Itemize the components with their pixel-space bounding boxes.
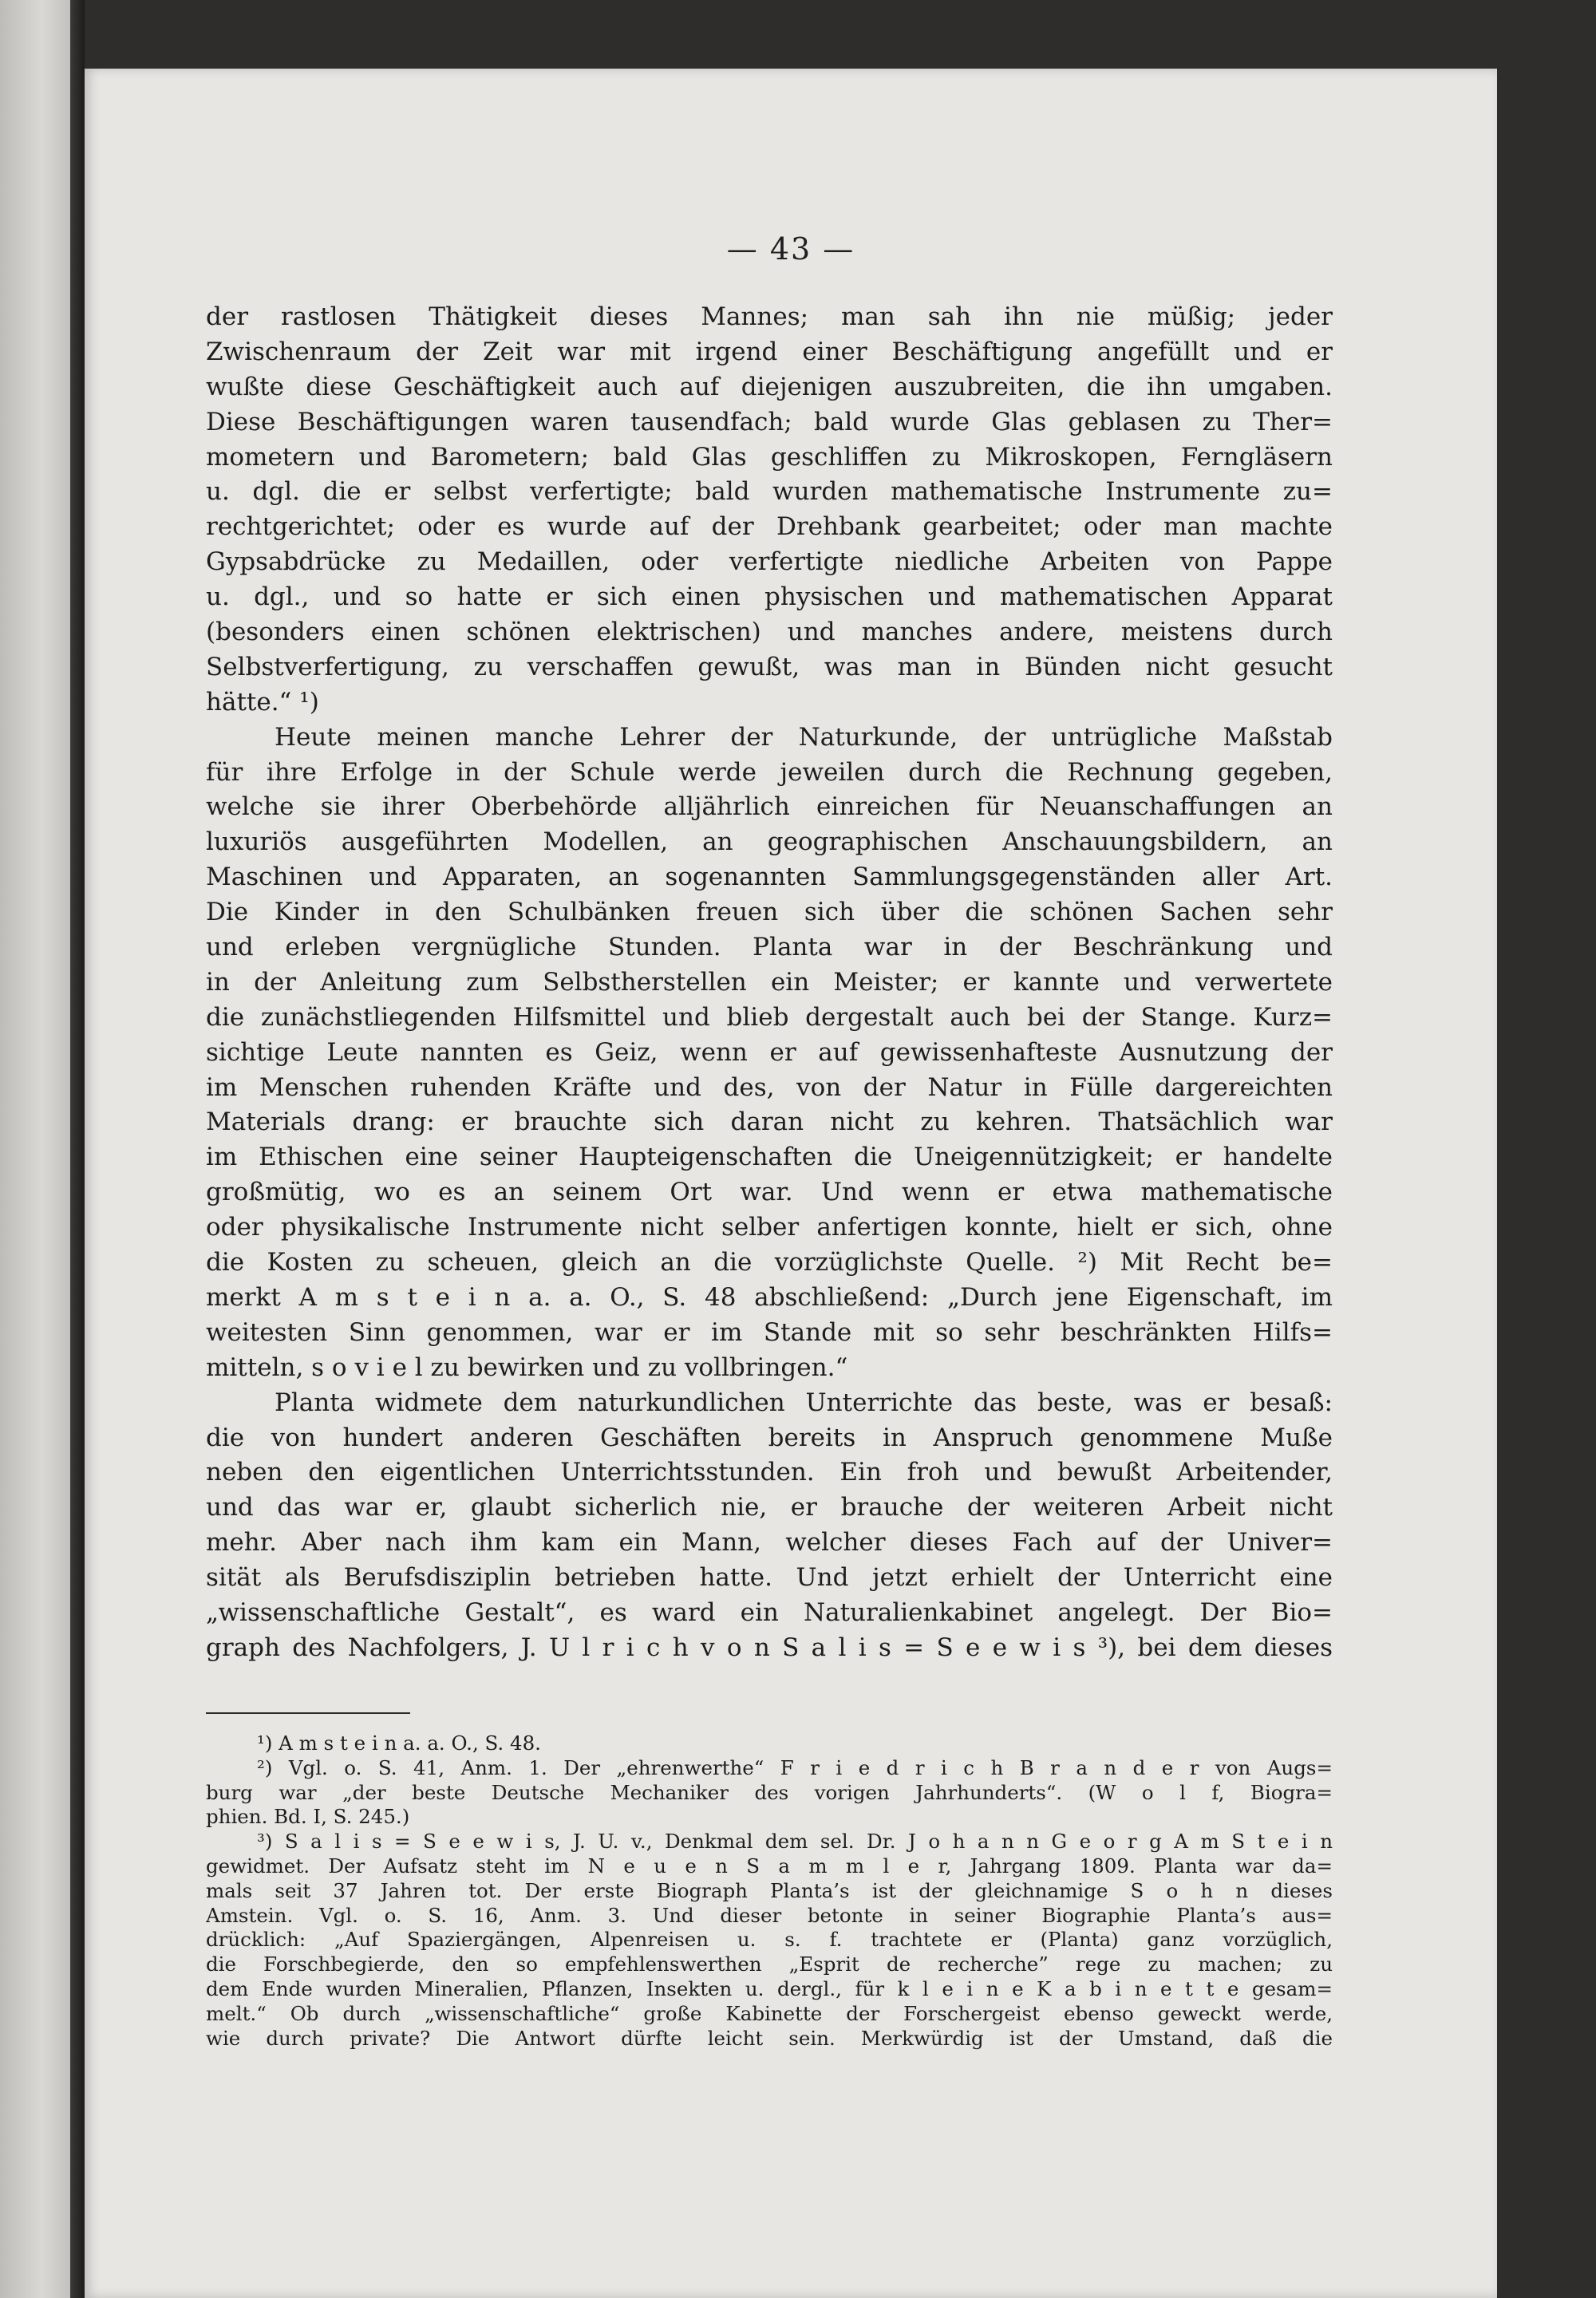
- text-line: oder physikalische Instrumente nicht selber anfertigen konnte, hielt er sich, ohne: [206, 1213, 1333, 1242]
- footnote-line: ³) S a l i s = S e e w i s, J. U. v., Denkmal dem sel. Dr. J o h a n n G e o r g A m S t e i n: [257, 1830, 1333, 1854]
- text-line: luxuriös ausgeführten Modellen, an geographischen Anschauungsbildern, an: [206, 827, 1333, 857]
- text-line: Planta widmete dem naturkundlichen Unterrichte das beste, was er besaß:: [275, 1388, 1333, 1417]
- text-line: im Ethischen eine seiner Haupteigenschaften die Uneigennützigkeit; er handelte: [206, 1143, 1333, 1172]
- text-line: sichtige Leute nannten es Geiz, wenn er auf gewissenhafteste Ausnutzung der: [206, 1037, 1333, 1067]
- text-line: Die Kinder in den Schulbänken freuen sich über die schönen Sachen sehr: [206, 898, 1333, 927]
- text-line: im Menschen ruhenden Kräfte und des, von der Natur in Fülle dargereichten: [206, 1072, 1333, 1102]
- text-line: mehr. Aber nach ihm kam ein Mann, welcher dieses Fach auf der Univer=: [206, 1528, 1333, 1558]
- text-line: mometern und Barometern; bald Glas geschliffen zu Mikroskopen, Ferngläsern: [206, 442, 1333, 472]
- footnote-line: mals seit 37 Jahren tot. Der erste Biograph Planta’s ist der gleichnamige S o h n dieses: [206, 1878, 1333, 1902]
- text-line: u. dgl., und so hatte er sich einen physischen und mathematischen Apparat: [206, 582, 1333, 612]
- footnote-line: Amstein. Vgl. o. S. 16, Anm. 3. Und dieser betonte in seiner Biographie Planta’s aus=: [206, 1903, 1333, 1927]
- footnote-line: die Forschbegierde, den so empfehlenswerthen „Esprit de recherche” rege zu machen; zu: [206, 1953, 1333, 1976]
- text-line: Materials drang: er brauchte sich daran nicht zu kehren. Thatsächlich war: [206, 1108, 1333, 1137]
- text-line: weitesten Sinn genommen, war er im Stande mit so sehr beschränkten Hilfs=: [206, 1317, 1333, 1347]
- text-line: die zunächstliegenden Hilfsmittel und blieb dergestalt auch bei der Stange. Kurz=: [206, 1002, 1333, 1032]
- text-line: Maschinen und Apparaten, an sogenannten Sammlungsgegenständen aller Art.: [206, 863, 1333, 892]
- text-line: graph des Nachfolgers, J. U l r i c h v o n S a l i s = S e e w i s ³), bei dem dieses: [206, 1633, 1333, 1662]
- text-line: und das war er, glaubt sicherlich nie, er brauche der weiteren Arbeit nicht: [206, 1493, 1333, 1522]
- text-line: die Kosten zu scheuen, gleich an die vorzüglichste Quelle. ²) Mit Recht be=: [206, 1248, 1333, 1277]
- text-line: wußte diese Geschäftigkeit auch auf diejenigen auszubreiten, die ihn umgaben.: [206, 372, 1333, 401]
- text-line: Diese Beschäftigungen waren tausendfach; bald wurde Glas geblasen zu Ther=: [206, 407, 1333, 436]
- body-text: [206, 300, 1333, 1666]
- text-line: (besonders einen schönen elektrischen) und manches andere, meistens durch: [206, 618, 1333, 647]
- footnote-line: gewidmet. Der Aufsatz steht im N e u e n S a m m l e r, Jahrgang 1809. Planta war da=: [206, 1854, 1333, 1877]
- text-line: großmütig, wo es an seinem Ort war. Und wenn er etwa mathematische: [206, 1178, 1333, 1207]
- footnote-line: drücklich: „Auf Spaziergängen, Alpenreisen u. s. f. trachtete er (Planta) ganz vorzüglich,: [206, 1928, 1333, 1952]
- text-line: merkt A m s t e i n a. a. O., S. 48 abschließend: „Durch jene Eigenschaft, im: [206, 1282, 1333, 1312]
- footnotes: [206, 1731, 1333, 2051]
- footnote-line: burg war „der beste Deutsche Mechaniker des vorigen Jahrhunderts“. (W o l f, Biogra=: [206, 1780, 1333, 1804]
- text-line: der rastlosen Thätigkeit dieses Mannes; man sah ihn nie müßig; jeder: [206, 302, 1333, 331]
- footnote-line: ²) Vgl. o. S. 41, Anm. 1. Der „ehrenwerthe“ F r i e d r i c h B r a n d e r von Augs=: [257, 1755, 1333, 1779]
- book-page: [85, 69, 1497, 2298]
- text-line: Zwischenraum der Zeit war mit irgend einer Beschäftigung angefüllt und er: [206, 337, 1333, 366]
- text-line: welche sie ihrer Oberbehörde alljährlich einreichen für Neuanschaffungen an: [206, 792, 1333, 822]
- text-line: in der Anleitung zum Selbstherstellen ein Meister; er kannte und verwertete: [206, 967, 1333, 997]
- footnote-line: dem Ende wurden Mineralien, Pflanzen, Insekten u. dergl., für k l e i n e K a b i n e t t e gesam=: [206, 1976, 1333, 2000]
- text-line: neben den eigentlichen Unterrichtsstunden. Ein froh und bewußt Arbeitender,: [206, 1458, 1333, 1487]
- text-line: Heute meinen manche Lehrer der Naturkunde, der untrügliche Maßstab: [275, 722, 1333, 752]
- footnote-line: wie durch private? Die Antwort dürfte leicht sein. Merkwürdig ist der Umstand, daß die: [206, 2026, 1333, 2050]
- footnote-line: phien. Bd. I, S. 245.): [206, 1805, 410, 1829]
- text-line: rechtgerichtet; oder es wurde auf der Drehbank gearbeitet; oder man machte: [206, 512, 1333, 542]
- footnote-rule: [206, 1712, 410, 1714]
- text-line: „wissenschaftliche Gestalt“, es ward ein Naturalienkabinet angelegt. Der Bio=: [206, 1597, 1333, 1627]
- text-line: die von hundert anderen Geschäften bereits in Anspruch genommene Muße: [206, 1423, 1333, 1452]
- previous-page-edge: [0, 0, 70, 2298]
- book-gutter: [70, 0, 85, 2298]
- text-line: Selbstverfertigung, zu verschaffen gewußt, was man in Bünden nicht gesucht: [206, 652, 1333, 681]
- text-line: und erleben vergnügliche Stunden. Planta war in der Beschränkung und: [206, 933, 1333, 962]
- text-line: u. dgl. die er selbst verfertigte; bald wurden mathematische Instrumente zu=: [206, 477, 1333, 507]
- page-number: — 43 —: [726, 231, 855, 267]
- text-line: sität als Berufsdisziplin betrieben hatte. Und jetzt erhielt der Unterricht eine: [206, 1563, 1333, 1593]
- text-line: hätte.“ ¹): [206, 687, 319, 717]
- text-line: mitteln, s o v i e l zu bewirken und zu vollbringen.“: [206, 1352, 848, 1382]
- footnote-line: melt.“ Ob durch „wissenschaftliche“ große Kabinette der Forschergeist ebenso geweckt werde,: [206, 2001, 1333, 2025]
- text-line: Gypsabdrücke zu Medaillen, oder verfertigte niedliche Arbeiten von Pappe: [206, 547, 1333, 577]
- text-line: für ihre Erfolge in der Schule werde jeweilen durch die Rechnung gegeben,: [206, 757, 1333, 787]
- footnote-line: ¹) A m s t e i n a. a. O., S. 48.: [257, 1731, 541, 1755]
